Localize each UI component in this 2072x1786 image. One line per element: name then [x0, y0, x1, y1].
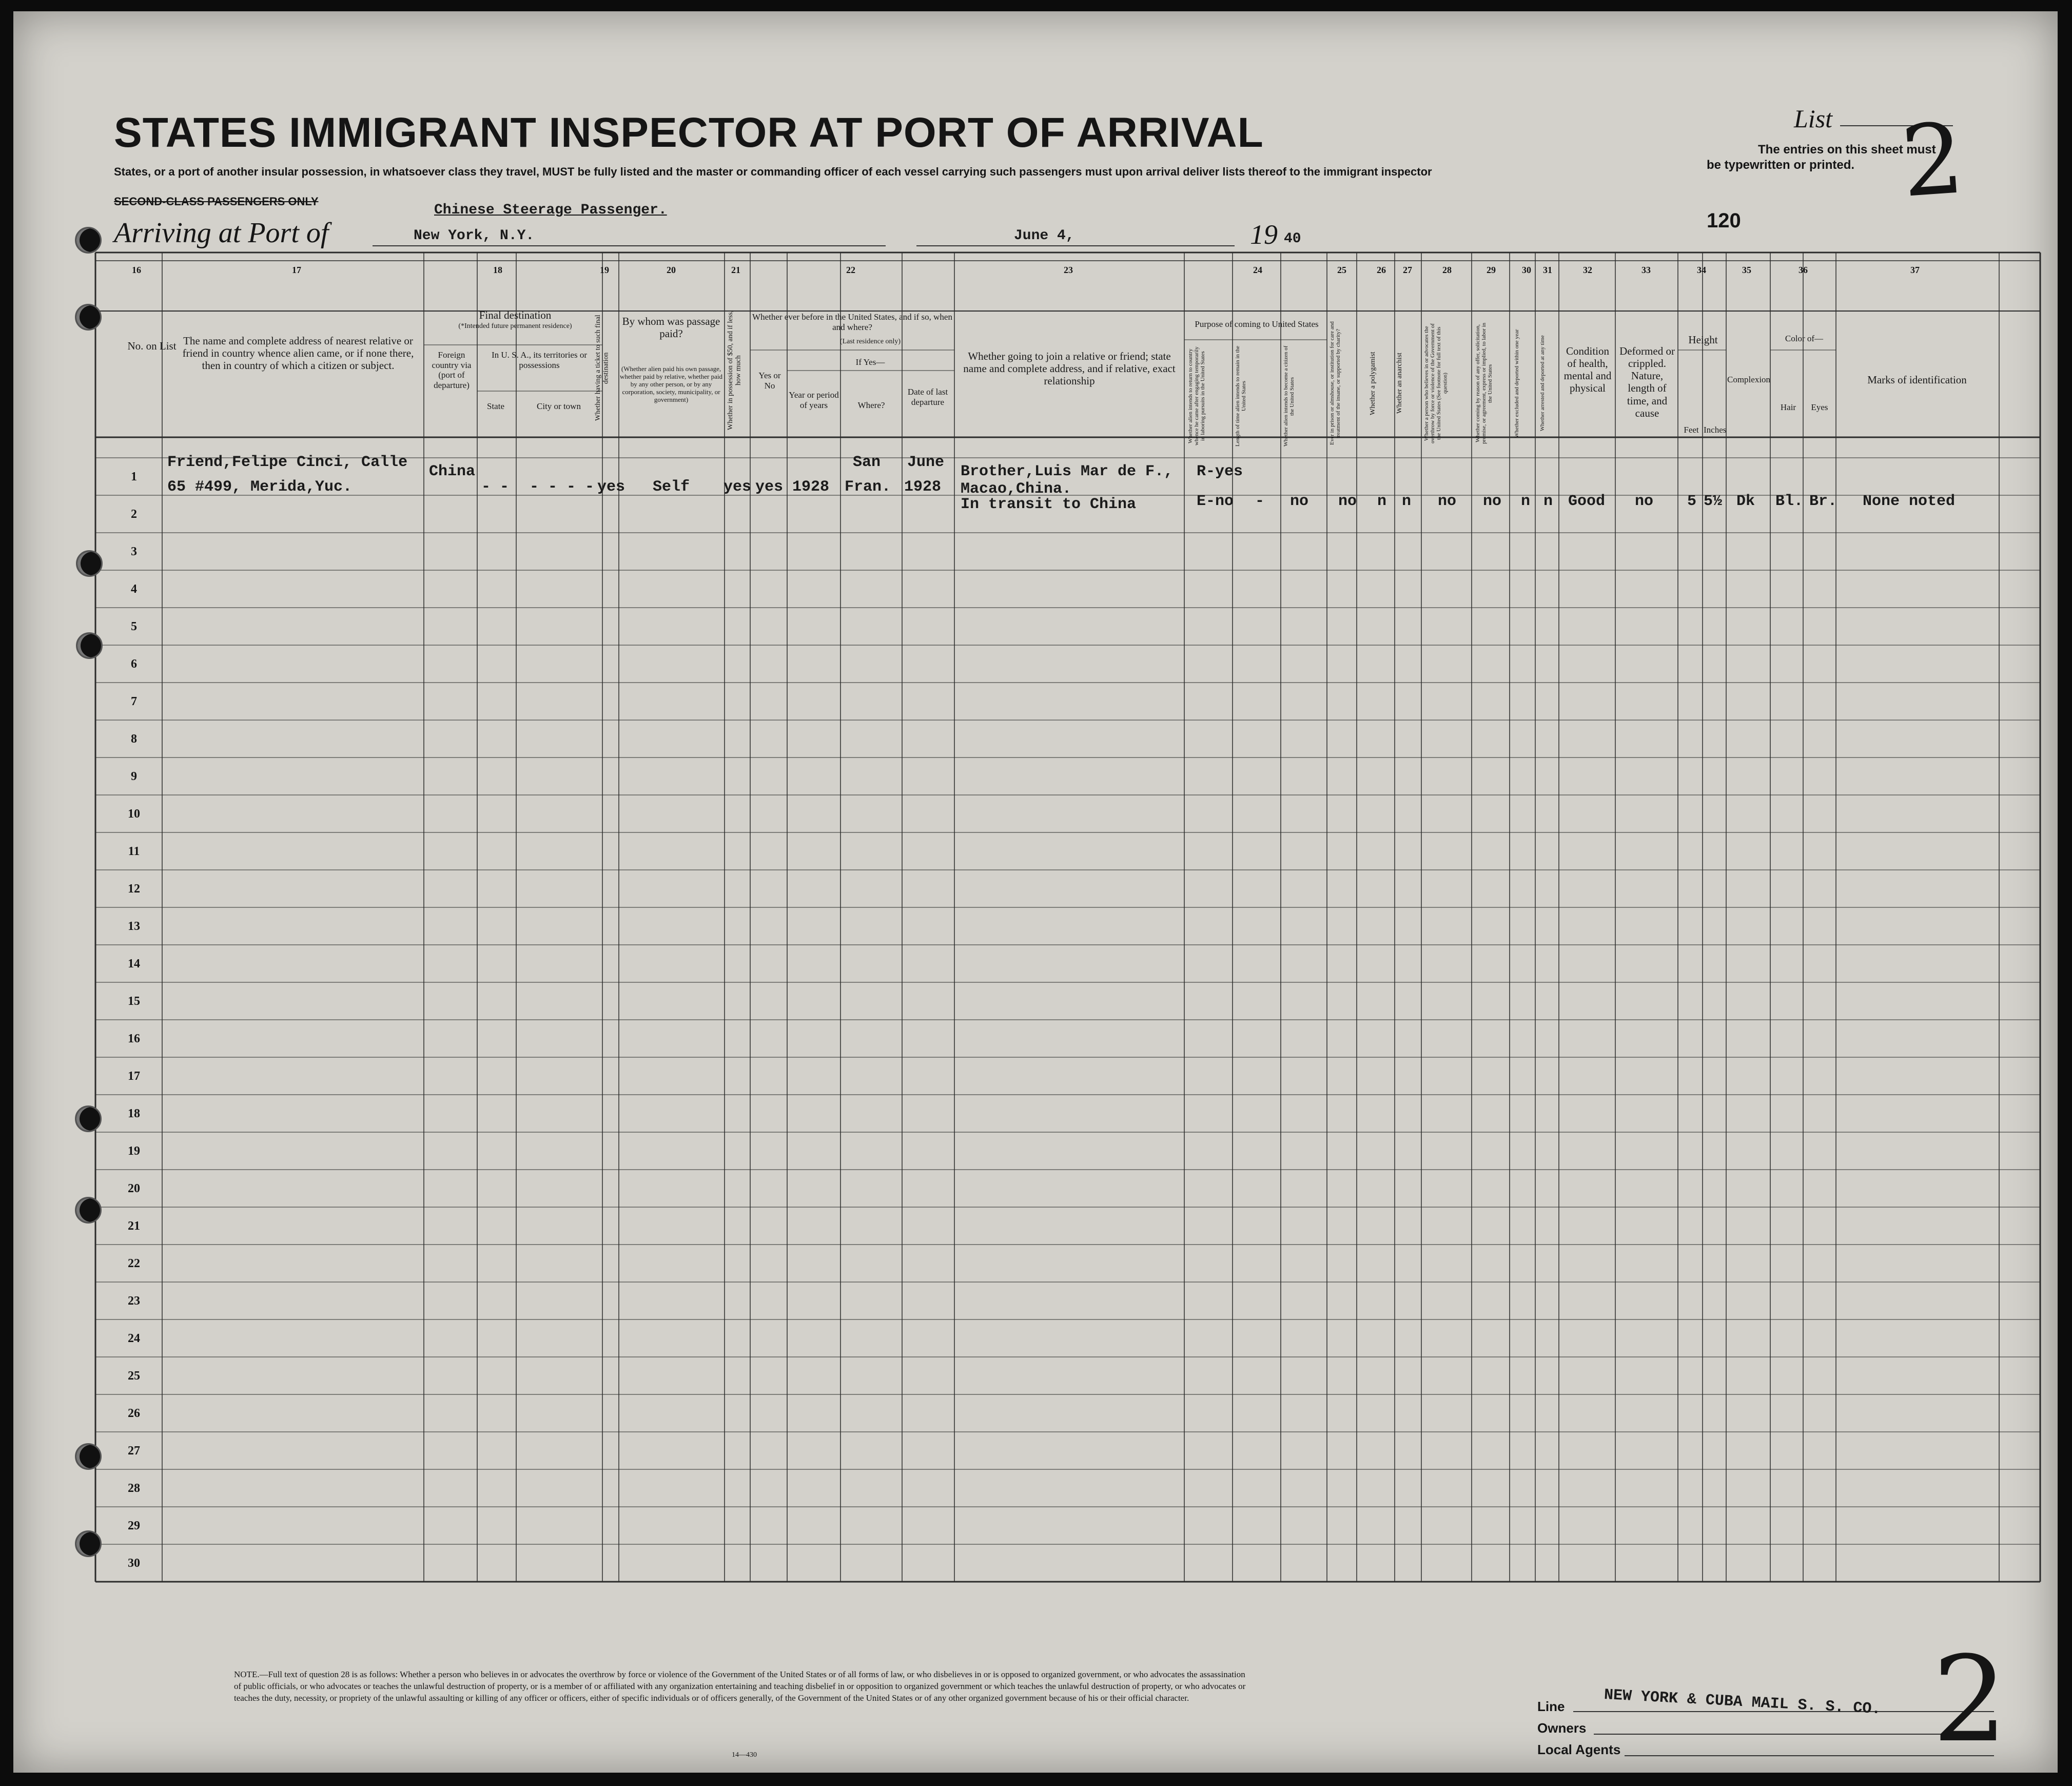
binder-hole: [75, 1105, 102, 1132]
row-number: 22: [128, 1257, 140, 1270]
header-join-relative: Whether going to join a relative or friend; state name and complete address, and if relative, exact relationship: [963, 350, 1176, 387]
header-possession: Whether in possession of $50, and if less, how much: [727, 310, 742, 431]
header-polygamist: Whether a polygamist: [1369, 352, 1377, 415]
form-title: STATES IMMIGRANT INSPECTOR AT PORT OF ARRIVAL: [114, 109, 1264, 156]
entry-city: - - - -: [530, 478, 595, 496]
typewritten-note-1: The entries on this sheet must: [1758, 143, 1936, 157]
entry-relative-line1: Friend,Felipe Cinci, Calle: [167, 454, 408, 471]
binder-hole: [76, 550, 103, 577]
col-number: 18: [493, 265, 502, 275]
header-complexion: Complexion: [1727, 375, 1771, 384]
header-ever-before-note: (Last residence only): [839, 338, 901, 345]
col-number: 37: [1910, 265, 1920, 275]
col-number: 17: [292, 265, 301, 275]
row-number: 30: [128, 1557, 140, 1570]
binder-hole: [75, 304, 102, 331]
row-number: 20: [128, 1182, 140, 1195]
header-condition: Condition of health, mental and physical: [1563, 345, 1612, 395]
entry-condition: Good: [1568, 493, 1606, 510]
entry-anarchist: n: [1402, 493, 1412, 510]
header-year-period: Year or period of years: [789, 390, 839, 410]
col-number: 36: [1799, 265, 1808, 275]
col-number: 20: [667, 265, 676, 275]
header-overthrow: Whether a person who believes in or advocates the overthrow by force or violence of the Government of the United States (See footnote for full text of this question): [1423, 323, 1449, 443]
row-number: 7: [131, 695, 137, 708]
row-number: 28: [128, 1482, 140, 1495]
row-number: 12: [128, 882, 140, 896]
entry-overthrow: no: [1438, 493, 1457, 510]
entry-complexion: Dk: [1736, 493, 1755, 510]
entry-inches: 5½: [1704, 493, 1723, 510]
list-number: 2: [1898, 102, 1968, 219]
year-printed: 19: [1250, 219, 1278, 250]
header-offer: Whether coming by reason of any offer, solicitation, promise, or agreement, express or implied, to labor in the United States: [1475, 322, 1494, 444]
header-if-yes: If Yes—: [855, 357, 885, 367]
entry-offer: no: [1483, 493, 1502, 510]
header-ever-before: Whether ever before in the United States, and if so, when and where?: [752, 312, 952, 332]
header-color-of: Color of—: [1785, 334, 1824, 343]
col-number: 30: [1522, 265, 1531, 275]
header-purpose: Purpose of coming to United States: [1195, 319, 1319, 329]
typewritten-note-2: be typewritten or printed.: [1707, 158, 1855, 172]
footer-line-value: NEW YORK & CUBA MAIL S. S. CO.: [1604, 1686, 1882, 1719]
row-number: 6: [131, 657, 137, 671]
header-anarchist: Whether an anarchist: [1396, 353, 1403, 414]
header-no-on-list: No. on List: [127, 340, 177, 352]
header-feet: Feet: [1684, 425, 1699, 435]
year-written: 40: [1284, 231, 1301, 247]
row-number: 16: [128, 1032, 140, 1045]
binder-hole: [76, 632, 103, 659]
header-marks: Marks of identification: [1867, 374, 1967, 386]
header-purpose-c: Whether alien intends to become a citizen of the United States: [1283, 345, 1296, 447]
entry-join-line2: Macao,China.: [961, 480, 1072, 498]
col-number: 25: [1337, 265, 1346, 275]
footer-line-label: Line: [1537, 1699, 1565, 1714]
header-excluded: Whether excluded and deported within one year: [1514, 329, 1520, 438]
row-number: 18: [128, 1107, 140, 1120]
header-final-destination-note: (*Intended future permanent residence): [458, 322, 572, 330]
header-where: Where?: [857, 400, 885, 410]
header-foreign-country: Foreign country via (port of departure): [432, 350, 472, 390]
page-number: 120: [1707, 209, 1741, 232]
col-number: 34: [1697, 265, 1706, 275]
row-number: 23: [128, 1294, 140, 1308]
header-inches: Inches: [1704, 425, 1727, 435]
entry-paid-by: Self: [653, 478, 690, 496]
entry-purpose-line2: E-no: [1197, 493, 1234, 510]
entry-year: 1928: [792, 478, 830, 496]
col-number: 21: [731, 265, 740, 275]
header-nearest-relative: The name and complete address of nearest relative or friend in country whence alien came, or if none there, then in country of which a citizen or subject.: [182, 335, 414, 372]
row-number: 19: [128, 1144, 140, 1158]
arrival-date: June 4,: [1014, 228, 1074, 244]
manifest-sheet: [13, 11, 2058, 1773]
header-purpose-b: Length of time alien intends to remain in the United States: [1235, 345, 1247, 447]
entry-marks: None noted: [1863, 493, 1956, 510]
header-city: City or town: [537, 401, 581, 411]
header-purpose-a: Whether alien intends to return to country whence he came after engaging temporarily in laboring pursuits in the United States: [1187, 346, 1206, 446]
col-number: 29: [1487, 265, 1496, 275]
row-number: 4: [131, 583, 137, 596]
entry-date-line1: June: [907, 454, 945, 471]
port-underline: [373, 245, 886, 246]
entry-date-line2: 1928: [904, 478, 942, 496]
header-arrested: Whether arrested and deported at any time: [1539, 335, 1546, 432]
header-date-last-departure: Date of last departure: [907, 387, 948, 407]
entry-where-line2: Fran.: [845, 478, 891, 496]
second-class-line: SECOND-CLASS PASSENGERS ONLY: [114, 195, 319, 208]
row-number: 15: [128, 995, 140, 1008]
entry-foreign-country: China: [429, 463, 476, 480]
entry-feet: 5: [1687, 493, 1697, 510]
form-subtitle: States, or a port of another insular possession, in whatsoever class they travel, MUST be fully listed and the master or commanding officer of each vessel carrying such passengers must upon arrival deliver lists thereof to the immigrant inspector: [114, 165, 1432, 178]
row-number: 1: [131, 470, 137, 483]
row-number: 17: [128, 1070, 140, 1083]
row-number: 2: [131, 508, 137, 521]
col-number: 31: [1543, 265, 1552, 275]
col-number: 19: [600, 265, 609, 275]
entry-purpose-line1: R-yes: [1197, 463, 1243, 480]
entry-possession: yes: [724, 478, 752, 496]
port-value: New York, N.Y.: [414, 228, 535, 244]
row-number: 25: [128, 1369, 140, 1383]
header-by-whom: By whom was passage paid?: [622, 315, 720, 340]
header-state: State: [487, 401, 504, 411]
col-number: 33: [1641, 265, 1651, 275]
row-number: 9: [131, 770, 137, 783]
form-number: 14—430: [732, 1751, 757, 1759]
header-in-usa: In U. S. A., its territories or possessions: [491, 350, 588, 370]
binder-hole: [75, 227, 102, 254]
date-underline: [916, 245, 1235, 246]
entry-citizen: no: [1290, 493, 1309, 510]
header-yes-no: Yes or No: [758, 371, 781, 391]
row-number: 13: [128, 920, 140, 933]
binder-hole: [75, 1530, 102, 1557]
header-ticket: Whether having a ticket to such final destination: [594, 315, 610, 421]
arriving-label: Arriving at Port of: [114, 217, 329, 249]
header-height: Height: [1688, 334, 1718, 346]
row-number: 26: [128, 1407, 140, 1420]
footer-sheet-mark: 2: [1932, 1632, 2008, 1769]
entry-join-line3: In transit to China: [961, 496, 1137, 513]
col-number: 16: [132, 265, 141, 275]
footer-owners-label: Owners: [1537, 1720, 1587, 1736]
col-number: 23: [1064, 265, 1073, 275]
col-number: 32: [1583, 265, 1592, 275]
footer-agents-label: Local Agents: [1537, 1742, 1621, 1757]
entry-polygamist: n: [1377, 493, 1387, 510]
col-number: 27: [1403, 265, 1412, 275]
entry-state: - -: [481, 478, 510, 496]
row-number: 29: [128, 1519, 140, 1532]
col-number: 35: [1742, 265, 1751, 275]
row-number: 8: [131, 732, 137, 746]
header-by-whom-note: (Whether alien paid his own passage, whether paid by relative, whether paid by any other person, or by any corporation, society, municipality, or government): [620, 365, 722, 403]
row-number: 27: [128, 1444, 140, 1458]
row-number: 11: [128, 845, 140, 858]
col-number: 22: [846, 265, 855, 275]
header-hair: Hair: [1780, 402, 1796, 412]
entry-length-time: -: [1255, 493, 1265, 510]
entry-eyes: Br.: [1809, 493, 1838, 510]
entry-prison: no: [1338, 493, 1357, 510]
binder-hole: [75, 1197, 102, 1224]
entry-ticket: yes: [597, 478, 625, 496]
row-number: 3: [131, 545, 137, 558]
header-eyes: Eyes: [1811, 402, 1828, 412]
entry-excluded: n: [1521, 493, 1531, 510]
row-number: 10: [128, 807, 140, 821]
binder-hole: [75, 1443, 102, 1470]
entry-join-line1: Brother,Luis Mar de F.,: [961, 463, 1174, 480]
row-number: 14: [128, 957, 140, 970]
entry-hair: Bl.: [1775, 493, 1804, 510]
entry-arrested: n: [1543, 493, 1553, 510]
row-number: 24: [128, 1332, 140, 1345]
entry-ever-before: yes: [755, 478, 784, 496]
col-number: 26: [1377, 265, 1386, 275]
row-number: 21: [128, 1219, 140, 1233]
entry-deformed: no: [1635, 493, 1654, 510]
class-stamp: Chinese Steerage Passenger.: [434, 202, 667, 218]
header-prison: Ever in prison or almshouse, or institution for care and treatment of the insane, or supported by charity?: [1329, 321, 1342, 445]
entry-where-line1: San: [853, 454, 881, 471]
list-label: List: [1794, 104, 1833, 133]
header-final-destination: Final destination: [479, 309, 552, 321]
footnote-q28: NOTE.—Full text of question 28 is as follows: Whether a person who believes in or advocates the overthrow by force or violence of the Government of the United States or of all forms of law, or who disbelieves in or is opposed to organized government, or who advocates the assassination of public officials, or who advocates or teaches the unlawful destruction of property, or is a member of or affiliated with any organization entertaining and teaching disbelief in or opposition to organized government or which teaches the unlawful destruction of property, or who advocates or teaches the duty, necessity, or propriety of the unlawful assaulting or killing of any officer or officers, either of specific individuals or of officers generally, of the Government of the United States or of any other organized government because of his or their official character.: [234, 1669, 1246, 1703]
header-deformed: Deformed or crippled. Nature, length of time, and cause: [1619, 345, 1675, 419]
col-number: 28: [1442, 265, 1452, 275]
col-number: 24: [1253, 265, 1262, 275]
entry-relative-line2: 65 #499, Merida,Yuc.: [167, 478, 353, 496]
row-number: 5: [131, 620, 137, 633]
